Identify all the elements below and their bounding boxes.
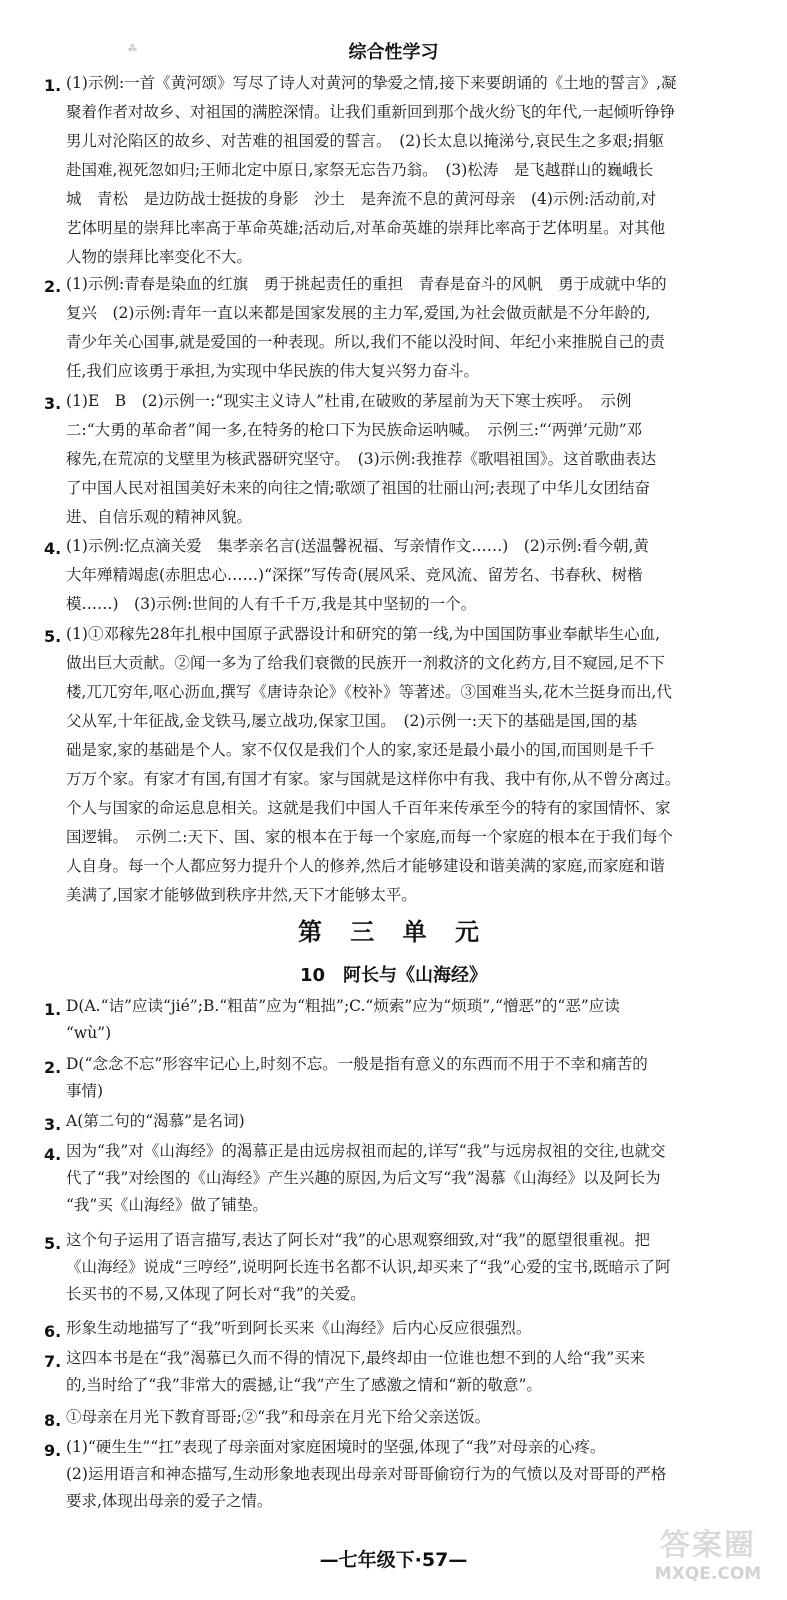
item-number: 2. — [44, 277, 62, 296]
section-title-comprehensive: 综合性学习 — [348, 42, 439, 63]
text-line: 艺体明星的崇拜比率高于革命英雄;活动后,对革命英雄的崇拜比率高于艺体明星。对其他 — [66, 219, 666, 237]
item-number: 7. — [44, 1352, 62, 1371]
unit-title: 第 三 单 元 — [297, 918, 490, 946]
text-line: D(“念念不忘”形容牢记心上,时刻不忘。一般是指有意义的东西而不用于不幸和痛苦的 — [66, 1055, 648, 1073]
item-number: 5. — [44, 627, 62, 646]
item-text — [66, 69, 756, 272]
item-text — [66, 532, 756, 619]
text-line: 了中国人民对祖国美好未来的向往之情;歌颂了祖国的壮丽山河;表现了中华儿女团结奋 — [66, 479, 650, 497]
item-text — [66, 620, 756, 910]
text-line: 复兴 (2)示例:青年一直以来都是国家发展的主力军,爱国,为社会做贡献是不分年龄的, — [66, 304, 651, 322]
text-line: 男儿对沦陷区的故乡、对苦难的祖国爱的誓言。 (2)长太息以掩涕兮,哀民生之多艰;捐躯 — [66, 132, 664, 150]
text-line: (1)示例:忆点滴关爱 集孝亲名言(送温馨祝福、写亲情作文……) (2)示例:看今朝,黄 — [66, 537, 649, 555]
text-line: (1)“硬生生”“扛”表现了母亲面对家庭困境时的坚强,体现了“我”对母亲的心疼。 — [66, 1438, 606, 1456]
text-line: (1)示例:青春是染血的红旗 勇于挑起责任的重担 青春是奋斗的风帆 勇于成就中华的 — [66, 275, 667, 293]
text-line: 国逻辑。 示例二:天下、国、家的根本在于每一个家庭,而每一个家庭的根本在于我们每个 — [66, 828, 673, 846]
text-line: (1)E B (2)示例一:“现实主义诗人”杜甫,在破败的茅屋前为天下寒士疾呼。 示例 — [66, 392, 632, 410]
text-line: ①母亲在月光下教育哥哥;②“我”和母亲在月光下给父亲送饭。 — [66, 1408, 491, 1426]
text-line: 代了“我”对绘图的《山海经》产生兴趣的原因,为后文写“我”渴慕《山海经》以及阿长为 — [66, 1169, 661, 1187]
text-line: 城 青松 是边防战士挺拔的身影 沙土 是奔流不息的黄河母亲 (4)示例:活动前,对 — [66, 190, 657, 208]
text-line: 人物的崇拜比率变化不大。 — [66, 248, 253, 266]
text-line: 的,当时给了“我”非常大的震撼,让“我”产生了感激之情和“新的敬意”。 — [66, 1376, 542, 1394]
item-text — [66, 1404, 756, 1431]
item-number: 1. — [44, 1000, 62, 1019]
text-line: 万万个家。有家才有国,有国才有家。家与国就是这样你中有我、我中有你,从不曾分离过。 — [66, 770, 681, 788]
watermark-logo — [643, 1520, 773, 1596]
text-line: (1)①邓稼先28年扎根中国原子武器设计和研究的第一线,为中国国防事业奉献毕生心血, — [66, 625, 661, 643]
item-number: 4. — [44, 1145, 62, 1164]
item-text — [66, 993, 756, 1047]
text-line: 因为“我”对《山海经》的渴慕正是由远房叔祖而起的,详写“我”与远房叔祖的交往,也就交 — [66, 1142, 666, 1160]
item-number: 6. — [44, 1322, 62, 1341]
item-number: 4. — [44, 539, 62, 558]
text-line: 进、自信乐观的精神风貌。 — [66, 508, 253, 526]
item-number: 2. — [44, 1058, 62, 1077]
text-line: 这四本书是在“我”渴慕已久而不得的情况下,最终却由一位谁也想不到的人给“我”买来 — [66, 1349, 646, 1367]
page-footer: —七年级下·57— — [319, 1549, 468, 1571]
text-line: 础是家,家的基础是个人。家不仅仅是我们个人的家,家还是最小最小的国,而国则是千千 — [66, 741, 655, 759]
text-line: 赴国难,视死忽如归;王师北定中原日,家祭无忘告乃翁。 (3)松涛 是飞越群山的巍峨长 — [66, 161, 654, 179]
text-line: 聚着作者对故乡、对祖国的满腔深情。让我们重新回到那个战火纷飞的年代,一起倾听铮铮 — [66, 103, 676, 121]
text-line: “我”买《山海经》做了铺垫。 — [66, 1196, 268, 1214]
item-text — [66, 1051, 756, 1105]
text-line: 楼,兀兀穷年,呕心沥血,撰写《唐诗杂论》《校补》等著述。③国难当头,花木兰挺身而出,代 — [66, 683, 672, 701]
item-number: 9. — [44, 1441, 62, 1460]
scan-speck: ⁂ — [128, 44, 137, 54]
text-line: 稼先,在荒凉的戈壁里为核武器研究坚守。 (3)示例:我推荐《歌唱祖国》。这首歌曲表达 — [66, 450, 657, 468]
watermark-url: MXQE.COM — [654, 1564, 762, 1584]
text-line: 做出巨大贡献。②闻一多为了给我们衰微的民族开一剂救济的文化药方,目不窥园,足不下 — [66, 654, 665, 672]
watermark-text: 答案圈 — [660, 1528, 756, 1563]
text-line: (1)示例:一首《黄河颂》写尽了诗人对黄河的挚爱之情,接下来要朗诵的《土地的誓言》,凝 — [66, 74, 677, 92]
item-text — [66, 1434, 756, 1515]
text-line: 形象生动地描写了“我”听到阿长买来《山海经》后内心反应很强烈。 — [66, 1319, 532, 1337]
item-number: 5. — [44, 1234, 62, 1253]
item-number: 3. — [44, 394, 62, 413]
item-text — [66, 1138, 756, 1219]
text-line: 大年殚精竭虑(赤胆忠心……)“深探”写传奇(展风采、竞风流、留芳名、书春秋、树楷 — [66, 566, 643, 584]
item-text — [66, 270, 756, 386]
text-line: (2)运用语言和神态描写,生动形象地表现出母亲对哥哥偷窃行为的气愤以及对哥哥的严格 — [66, 1465, 667, 1483]
item-number: 1. — [44, 76, 62, 95]
text-line: “wù”) — [66, 1024, 112, 1042]
text-line: 二:“大勇的革命者”闻一多,在特务的枪口下为民族命运呐喊。 示例三:“‘两弹’元勋”邓 — [66, 421, 643, 439]
text-line: 长买书的不易,又体现了阿长对“我”的关爱。 — [66, 1285, 366, 1303]
item-text — [66, 1227, 756, 1308]
text-line: D(A.“诘”应读“jié”;B.“粗苗”应为“粗拙”;C.“烦索”应为“烦琐”,“憎恶”的“恶”应读 — [66, 997, 620, 1015]
text-line: 父从军,十年征战,金戈铁马,屡立战功,保家卫国。 (2)示例一:天下的基础是国,国的基 — [66, 712, 638, 730]
item-number: 3. — [44, 1115, 62, 1134]
text-line: 个人与国家的命运息息相关。这就是我们中国人千百年来传承至今的特有的家国情怀、家 — [66, 799, 671, 817]
item-text — [66, 387, 756, 532]
text-line: 人自身。每一个人都应努力提升个人的修养,然后才能够建设和谐美满的家庭,而家庭和谐 — [66, 857, 665, 875]
text-line: 模……) (3)示例:世间的人有千千万,我是其中坚韧的一个。 — [66, 595, 477, 613]
text-line: 任,我们应该勇于承担,为实现中华民族的伟大复兴努力奋斗。 — [66, 362, 479, 380]
text-line: 这个句子运用了语言描写,表达了阿长对“我”的心思观察细致,对“我”的愿望很重视。把 — [66, 1231, 651, 1249]
text-line: 青少年关心国事,就是爱国的一种表现。所以,我们不能以没时间、年纪小来推脱自己的责 — [66, 333, 665, 351]
text-line: 要求,体现出母亲的爱子之情。 — [66, 1492, 273, 1510]
item-number: 8. — [44, 1411, 62, 1430]
text-line: 美满了,国家才能够做到秩序井然,天下才能够太平。 — [66, 886, 417, 904]
text-line: A(第二句的“渴慕”是名词) — [66, 1112, 245, 1130]
item-text — [66, 1108, 756, 1135]
item-text — [66, 1315, 756, 1342]
item-text — [66, 1345, 756, 1399]
text-line: 《山海经》说成“三哼经”,说明阿长连书名都不认识,却买来了“我”心爱的宝书,既暗示了阿 — [66, 1258, 671, 1276]
lesson-title: 10 阿长与《山海经》 — [299, 965, 488, 986]
text-line: 事情) — [66, 1082, 104, 1100]
